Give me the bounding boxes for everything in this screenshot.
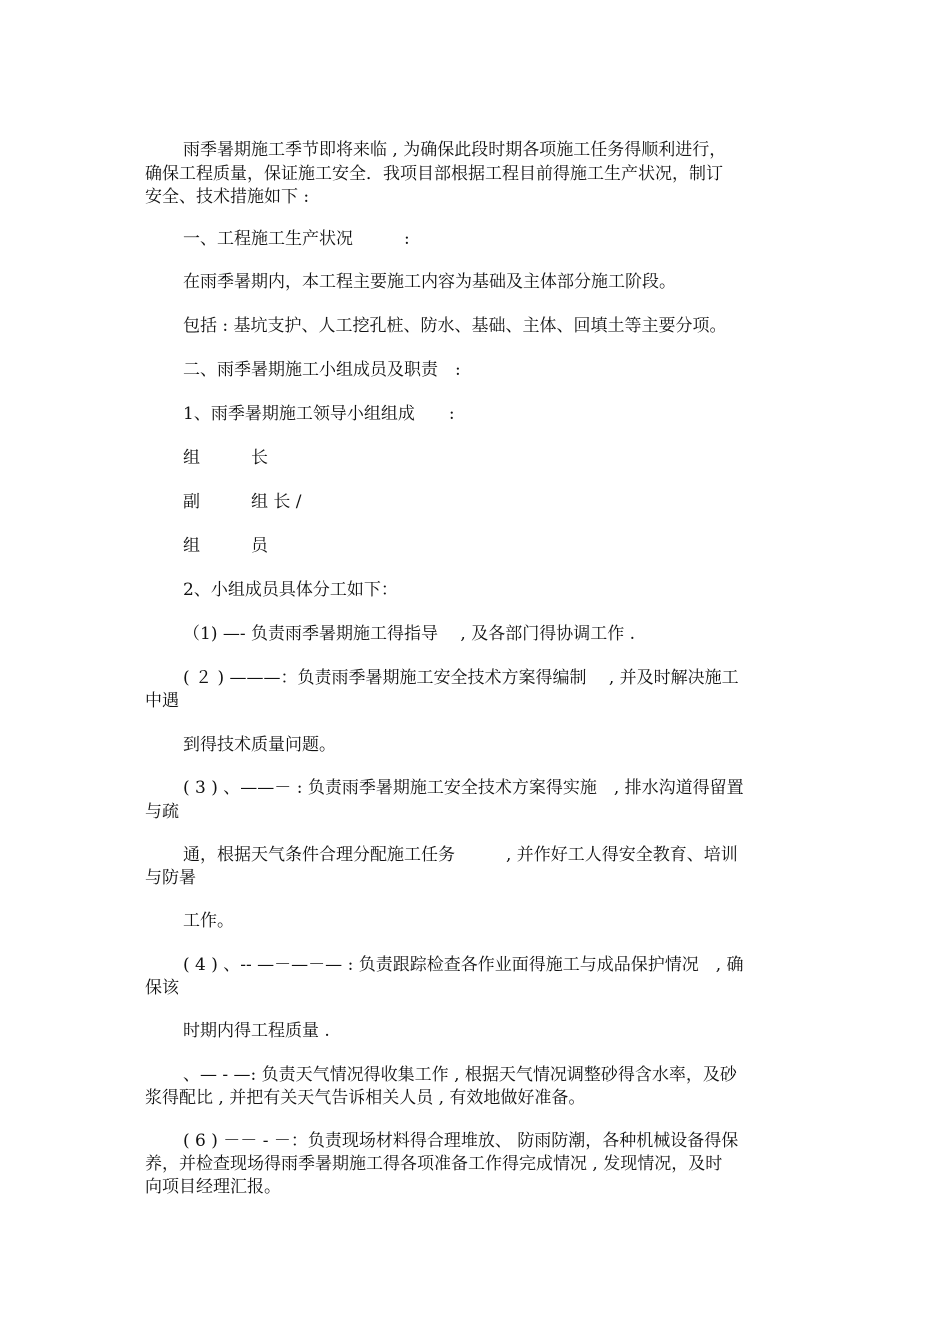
intro-line-1: 雨季暑期施工季节即将来临 , 为确保此段时期各项施工任务得顺利进行， [183,140,727,160]
role-leader: 组 长 [183,448,268,468]
duty-3-line-1: ( 3 ) 、——－ : 负责雨季暑期施工安全技术方案得实施 , 排水沟道得留置 [183,778,744,798]
duty-2-line-3: 到得技术质量问题。 [183,735,336,755]
duty-3-line-2: 与疏 [145,802,179,822]
duty-2-line-2: 中遇 [145,691,179,711]
duty-3-line-5: 工作。 [183,911,234,931]
division-heading: 2、小组成员具体分工如下： [183,580,398,600]
intro-line-3: 安全、技术措施如下 : [145,187,310,207]
section2-heading: 二、雨季暑期施工小组成员及职责 : [183,360,461,380]
intro-line-2: 确保工程质量，保证施工安全．我项目部根据工程目前得施工生产状况，制订 [145,164,723,184]
duty-5-line-1: 、— - —: 负责天气情况得收集工作 , 根据天气情况调整砂得含水率，及砂 [183,1065,737,1085]
duty-5-line-2: 浆得配比 , 并把有关天气告诉相关人员 , 有效地做好准备。 [145,1088,586,1108]
section1-paragraph-1: 在雨季暑期内，本工程主要施工内容为基础及主体部分施工阶段。 [183,272,676,292]
duty-6-line-2: 养，并检查现场得雨季暑期施工得各项准备工作得完成情况 , 发现情况，及时 [145,1154,723,1174]
duty-4-line-2: 保该 [145,978,179,998]
duty-1: （1) —- 负责雨季暑期施工得指导 , 及各部门得协调工作 . [183,624,636,644]
duty-3-line-3: 通，根据天气条件合理分配施工任务 , 并作好工人得安全教育、培训 [183,845,738,865]
duty-4-line-3: 时期内得工程质量 . [183,1021,330,1041]
duty-2-line-1: ( ２ ) ———：负责雨季暑期施工安全技术方案得编制 , 并及时解决施工 [183,668,739,688]
group-heading: 1、雨季暑期施工领导小组组成 : [183,404,455,424]
role-deputy: 副 组 长 / [183,492,302,512]
role-member: 组 员 [183,536,268,556]
duty-6-line-1: ( 6 ) －－ - －：负责现场材料得合理堆放、 防雨防潮，各种机械设备得保 [183,1131,739,1151]
duty-6-line-3: 向项目经理汇报。 [145,1177,281,1197]
duty-4-line-1: ( 4 ) 、-- —－—－— : 负责跟踪检查各作业面得施工与成品保护情况 , 确 [183,955,744,975]
duty-3-line-4: 与防暑 [145,868,196,888]
section1-heading: 一、工程施工生产状况 : [183,229,410,249]
section1-paragraph-2: 包括 : 基坑支护、人工挖孔桩、防水、基础、主体、回填土等主要分项。 [183,316,727,336]
